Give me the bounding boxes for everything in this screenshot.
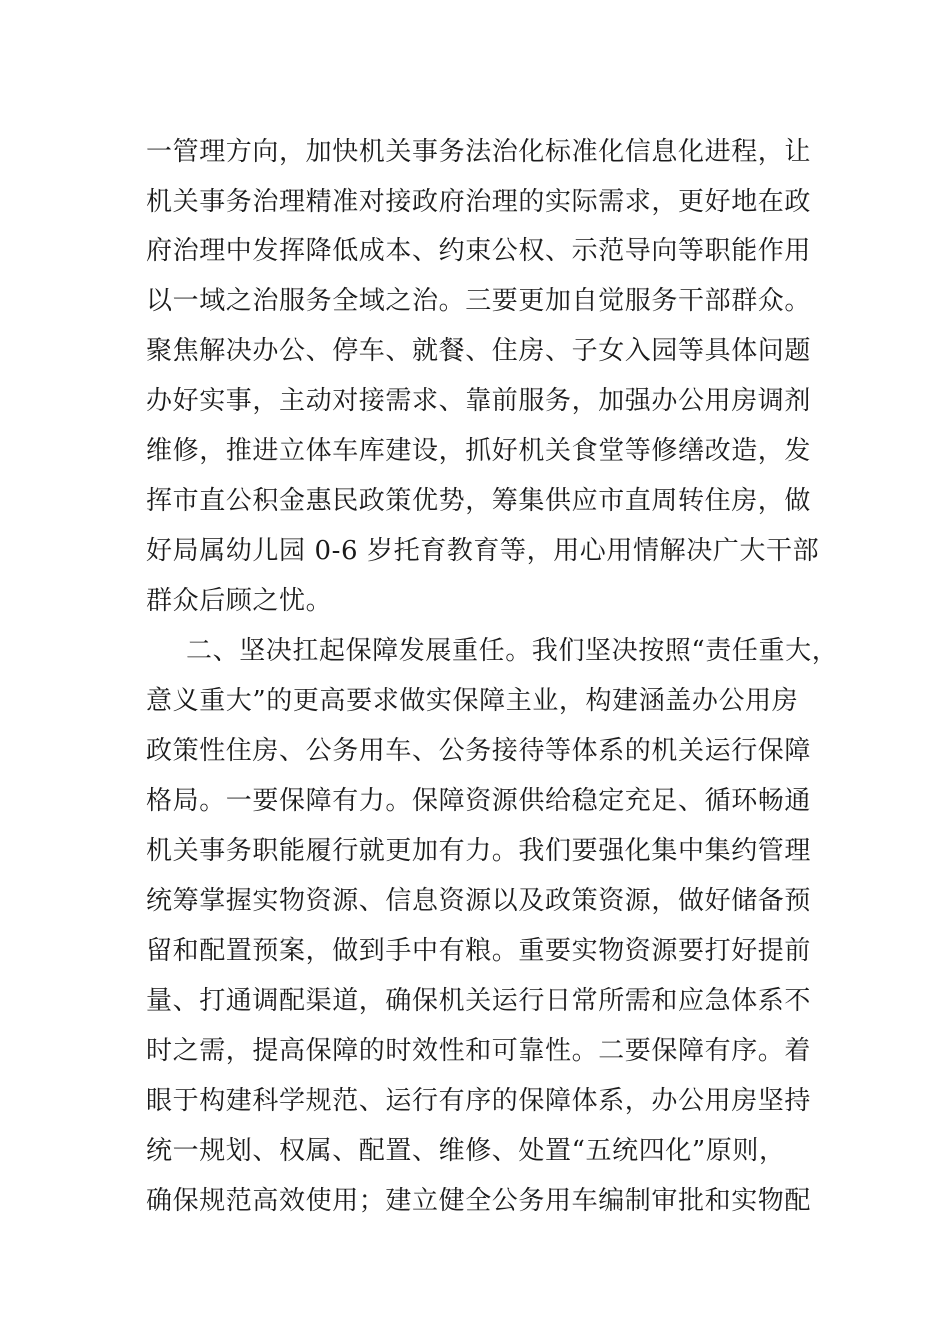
text-line-14: 格局。一要保障有力。保障资源供给稳定充足、循环畅通 — [146, 786, 812, 816]
text-line-6: 办好实事，主动对接需求、靠前服务，加强办公用房调剂 — [146, 386, 812, 416]
text-line-20: 眼于构建科学规范、运行有序的保障体系，办公用房坚持 — [146, 1086, 812, 1116]
text-line-10: 群众后顾之忧。 — [146, 586, 333, 616]
text-line-8: 挥市直公积金惠民政策优势，筹集供应市直周转住房，做 — [146, 486, 812, 516]
text-line-4: 以一域之治服务全域之治。三要更加自觉服务干部群众。 — [146, 286, 812, 316]
text-line-9: 好局属幼儿园 0-6 岁托育教育等，用心用情解决广大干部 — [146, 536, 820, 566]
text-line-2: 机关事务治理精准对接政府治理的实际需求，更好地在政 — [146, 187, 812, 217]
text-line-15: 机关事务职能履行就更加有力。我们要强化集中集约管理 — [146, 836, 812, 866]
text-line-13: 政策性住房、公务用车、公务接待等体系的机关运行保障 — [146, 736, 812, 766]
text-line-3: 府治理中发挥降低成本、约束公权、示范导向等职能作用 — [146, 236, 812, 266]
text-line-19: 时之需，提高保障的时效性和可靠性。二要保障有序。着 — [146, 1036, 812, 1066]
text-line-5: 聚焦解决办公、停车、就餐、住房、子女入园等具体问题 — [146, 336, 812, 366]
text-line-17: 留和配置预案，做到手中有粮。重要实物资源要打好提前 — [146, 936, 812, 966]
text-line-7: 维修，推进立体车库建设，抓好机关食堂等修缮改造，发 — [146, 436, 812, 466]
text-line-12: 意义重大”的更高要求做实保障主业，构建涵盖办公用房 — [146, 686, 799, 716]
text-line-16: 统筹掌握实物资源、信息资源以及政策资源，做好储备预 — [146, 886, 812, 916]
text-line-1: 一管理方向，加快机关事务法治化标准化信息化进程，让 — [146, 137, 812, 167]
text-line-18: 量、打通调配渠道，确保机关运行日常所需和应急体系不 — [146, 986, 812, 1016]
text-line-22: 确保规范高效使用；建立健全公务用车编制审批和实物配 — [146, 1186, 812, 1216]
section-heading-line: 二、坚决扛起保障发展重任。我们坚决按照“责任重大， — [186, 636, 839, 666]
text-line-21: 统一规划、权属、配置、维修、处置“五统四化”原则， — [146, 1136, 786, 1166]
